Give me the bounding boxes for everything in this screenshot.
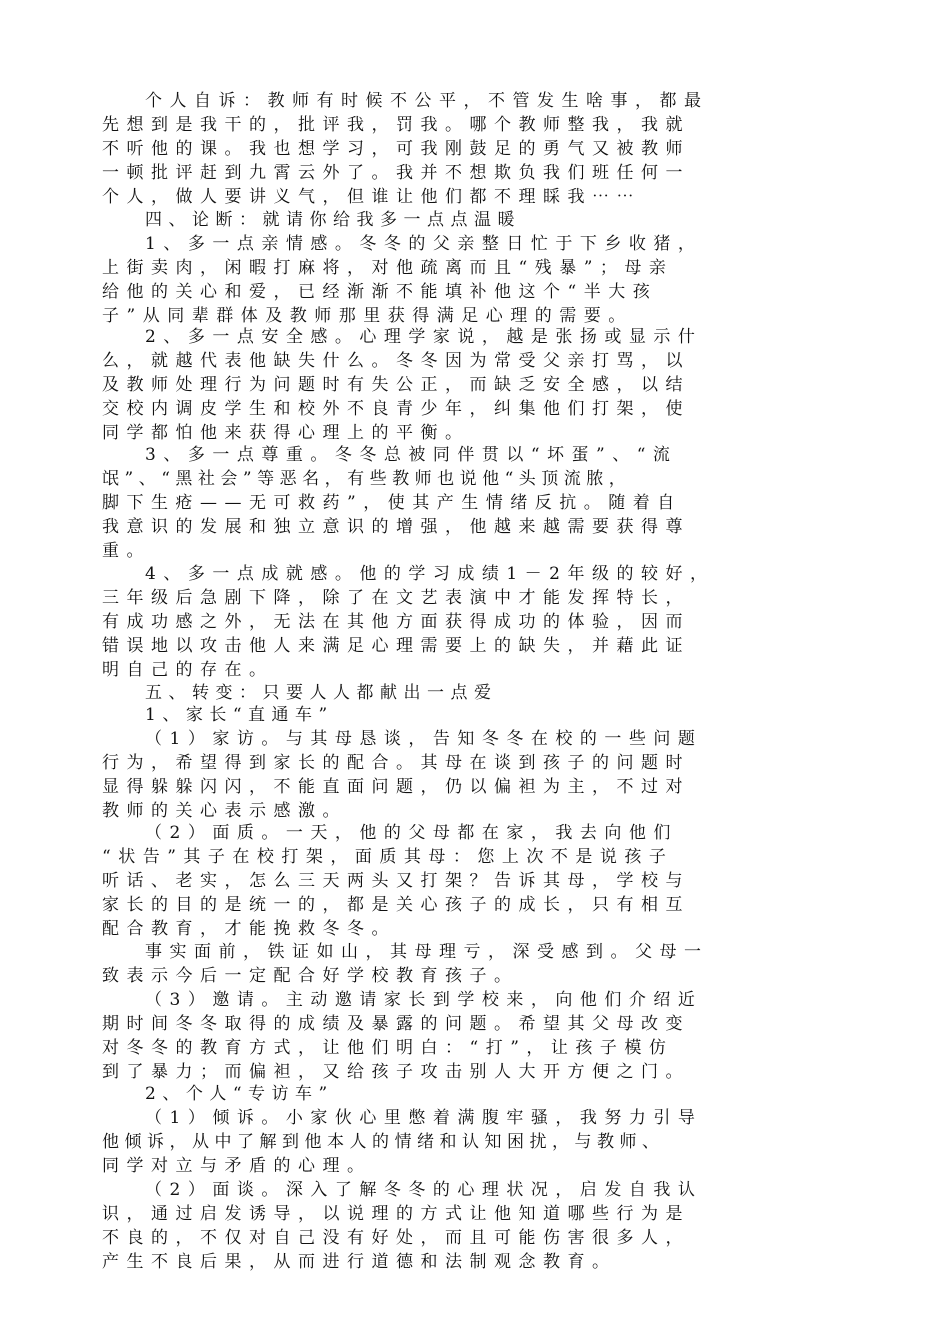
text-line: （1）家访。与其母恳谈，告知冬冬在校的一些问题 [145, 729, 703, 749]
text-line: 产生不良后果，从而进行道德和法制观念教育。 [102, 1252, 617, 1272]
subsection-heading: 2、个人“专访车” [145, 1084, 334, 1104]
text-line: 有成功感之外，无法在其他方面获得成功的体验，因而 [102, 612, 690, 632]
text-line: 子”从同辈群体及教师那里获得满足心理的需要。 [102, 306, 633, 326]
text-line: 交校内调皮学生和校外不良青少年，纠集他们打架，使 [102, 399, 690, 419]
text-line: 么，就越代表他缺失什么。冬冬因为常受父亲打骂，以 [102, 351, 690, 371]
text-line: （2）面质。一天，他的父母都在家，我去向他们 [145, 823, 678, 843]
text-line: （3）邀请。主动邀请家长到学校来，向他们介绍近 [145, 990, 703, 1010]
text-line: 期时间冬冬取得的成绩及暴露的问题。希望其父母改变 [102, 1014, 690, 1034]
text-line: “状告”其子在校打架，面质其母：您上次不是说孩子 [102, 847, 674, 867]
text-line: 给他的关心和爱，已经渐渐不能填补他这个“半大孩 [102, 282, 658, 302]
text-line: 先想到是我干的，批评我，罚我。哪个教师整我，我就 [102, 115, 690, 135]
text-line: 上街卖肉，闲暇打麻将，对他疏离而且“残暴”；母亲 [102, 258, 674, 278]
text-line: 个人自诉：教师有时候不公平，不管发生啥事，都最 [145, 91, 709, 111]
text-line: 事实面前，铁证如山，其母理亏，深受感到。父母一 [145, 942, 709, 962]
subsection-heading: 1、家长“直通车” [145, 705, 334, 725]
text-line: 个人，做人要讲义气，但谁让他们都不理睬我⋯⋯ [102, 187, 641, 207]
text-line: 不听他的课。我也想学习，可我刚鼓足的勇气又被教师 [102, 139, 690, 159]
text-line: 显得躲躲闪闪，不能直面问题，仍以偏袒为主，不过对 [102, 777, 690, 797]
text-line: 同学对立与矛盾的心理。 [102, 1156, 372, 1176]
text-line: 2、多一点安全感。心理学家说，越是张扬或显示什 [145, 327, 703, 347]
text-line: 明自己的存在。 [102, 660, 274, 680]
text-line: 家长的目的是统一的，都是关心孩子的成长，只有相互 [102, 895, 690, 915]
text-line: 到了暴力；而偏袒，又给孩子攻击别人大开方便之门。 [102, 1062, 690, 1082]
text-line: 致表示今后一定配合好学校教育孩子。 [102, 966, 519, 986]
text-line: （1）倾诉。小家伙心里憋着满腹牢骚，我努力引导 [145, 1108, 703, 1128]
text-line: 1、多一点亲情感。冬冬的父亲整日忙于下乡收猪， [145, 234, 703, 254]
text-line: 同学都怕他来获得心理上的平衡。 [102, 423, 470, 443]
text-line: 重。 [102, 541, 151, 561]
section-heading: 五、转变：只要人人都献出一点爱 [145, 683, 498, 703]
text-line: 脚下生疮——无可救药”，使其产生情绪反抗。随着自 [102, 493, 682, 513]
text-line: 识，通过启发诱导，以说理的方式让他知道哪些行为是 [102, 1204, 690, 1224]
text-line: 我意识的发展和独立意识的增强，他越来越需要获得尊 [102, 517, 690, 537]
text-line: 三年级后急剧下降，除了在文艺表演中才能发挥特长， [102, 588, 690, 608]
text-line: 不良的，不仅对自己没有好处，而且可能伤害很多人， [102, 1228, 690, 1248]
text-line: 3、多一点尊重。冬冬总被同伴贯以“坏蛋”、“流 [145, 445, 678, 465]
text-line: 对冬冬的教育方式，让他们明白：“打”，让孩子模仿 [102, 1038, 674, 1058]
text-line: 教师的关心表示感激。 [102, 801, 347, 821]
text-line: 氓”、“黑社会”等恶名，有些教师也说他“头顶流脓， [102, 469, 632, 489]
text-line: 他倾诉，从中了解到他本人的情绪和认知困扰，与教师、 [102, 1132, 665, 1152]
text-line: （2）面谈。深入了解冬冬的心理状况，启发自我认 [145, 1180, 703, 1200]
text-line: 一顿批评赶到九霄云外了。我并不想欺负我们班任何一 [102, 163, 690, 183]
text-line: 配合教育，才能挽救冬冬。 [102, 919, 396, 939]
text-line: 错误地以攻击他人来满足心理需要上的缺失，并藉此证 [102, 636, 690, 656]
section-heading: 四、论断：就请你给我多一点点温暖 [145, 210, 521, 230]
text-line: 4、多一点成就感。他的学习成绩1－2年级的较好， [145, 564, 715, 584]
text-line: 听话、老实，怎么三天两头又打架？告诉其母，学校与 [102, 871, 690, 891]
text-line: 及教师处理行为问题时有失公正，而缺乏安全感，以结 [102, 375, 690, 395]
text-line: 行为，希望得到家长的配合。其母在谈到孩子的问题时 [102, 753, 690, 773]
